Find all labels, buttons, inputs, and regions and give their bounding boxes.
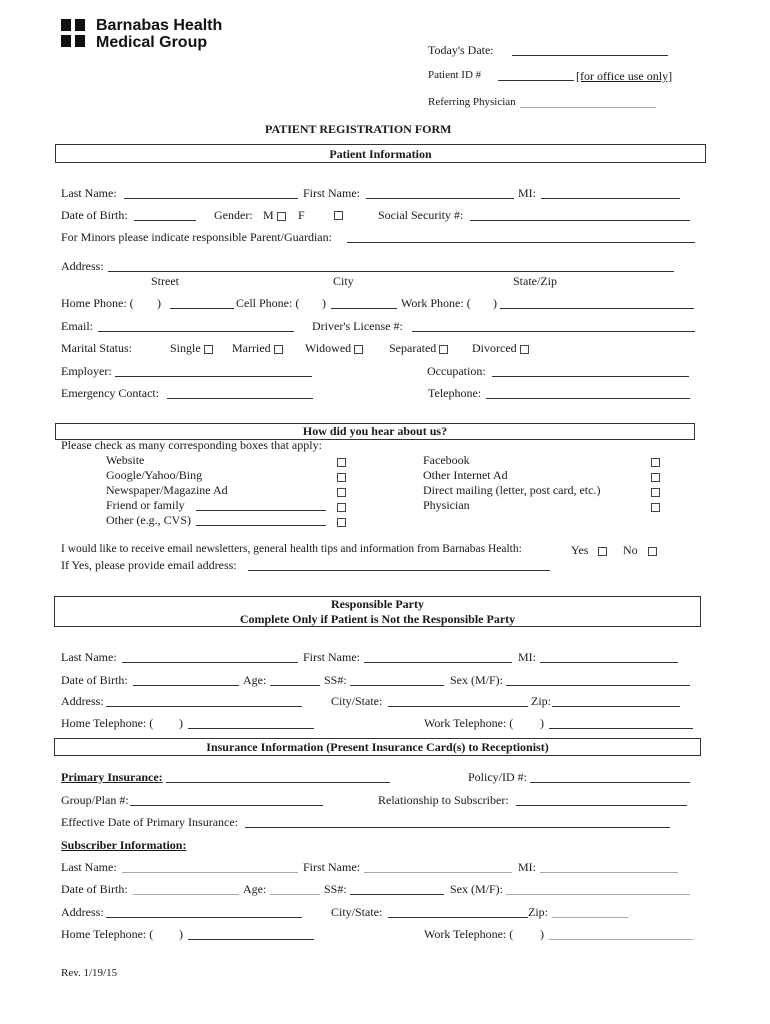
no-label: No xyxy=(623,543,638,557)
sub-ss-label: SS#: xyxy=(324,882,347,896)
dob-label: Date of Birth: xyxy=(61,208,128,222)
state-zip-caption: State/Zip xyxy=(513,274,557,288)
policy-id-label: Policy/ID #: xyxy=(468,770,527,784)
sub-zip-field[interactable] xyxy=(552,917,628,918)
telephone-label: Telephone: xyxy=(428,386,482,400)
internet-ad-checkbox[interactable] xyxy=(651,473,660,482)
option-other: Other (e.g., CVS) xyxy=(106,513,191,527)
rp-zip-field[interactable] xyxy=(552,706,680,707)
rp-ss-label: SS#: xyxy=(324,673,347,687)
occupation-label: Occupation: xyxy=(427,364,486,378)
rp-dob-field[interactable] xyxy=(133,685,239,686)
sub-last-name-label: Last Name: xyxy=(61,860,117,874)
marital-married-option[interactable] xyxy=(232,341,283,356)
home-phone-paren: ) xyxy=(157,296,161,310)
sub-address-field[interactable] xyxy=(106,917,302,918)
rp-ss-field[interactable] xyxy=(350,685,444,686)
gender-f-option[interactable] xyxy=(298,208,305,223)
divorced-label: Divorced xyxy=(472,341,517,355)
rp-zip-label: Zip: xyxy=(531,694,551,708)
relationship-label: Relationship to Subscriber: xyxy=(378,793,509,807)
sub-ss-field[interactable] xyxy=(350,894,444,895)
work-phone-paren: ) xyxy=(493,296,497,310)
sub-mi-label: MI: xyxy=(518,860,536,874)
married-label: Married xyxy=(232,341,271,355)
sub-home-tel-paren: ) xyxy=(179,927,183,941)
rp-address-label: Address: xyxy=(61,694,104,708)
other-field[interactable] xyxy=(196,525,326,526)
website-checkbox[interactable] xyxy=(337,458,346,467)
rp-last-name-field[interactable] xyxy=(122,662,298,663)
emergency-contact-label: Emergency Contact: xyxy=(61,386,160,400)
option-newspaper: Newspaper/Magazine Ad xyxy=(106,483,228,497)
sub-dob-field[interactable] xyxy=(133,894,239,895)
office-use-label: [for office use only] xyxy=(576,69,673,83)
single-checkbox[interactable] xyxy=(204,345,213,354)
sub-city-state-label: City/State: xyxy=(331,905,383,919)
widowed-checkbox[interactable] xyxy=(354,345,363,354)
marital-status-label: Marital Status: xyxy=(61,341,132,355)
rp-mi-field[interactable] xyxy=(540,662,678,663)
address-label: Address: xyxy=(61,259,104,273)
effective-date-field[interactable] xyxy=(245,827,670,828)
newsletter-email-label: If Yes, please provide email address: xyxy=(61,558,237,572)
newsletter-yes-option[interactable] xyxy=(571,543,607,558)
first-name-field[interactable] xyxy=(366,198,514,199)
ssn-field[interactable] xyxy=(470,220,690,221)
telephone-field[interactable] xyxy=(486,398,690,399)
emergency-contact-field[interactable] xyxy=(167,398,313,399)
gender-m-option[interactable] xyxy=(263,208,286,223)
street-caption: Street xyxy=(151,274,179,288)
friend-checkbox[interactable] xyxy=(337,503,346,512)
referring-physician-field[interactable] xyxy=(520,107,656,108)
referring-physician-label: Referring Physician xyxy=(428,96,516,108)
gender-f-checkbox[interactable] xyxy=(334,211,343,220)
facebook-checkbox[interactable] xyxy=(651,458,660,467)
patient-info-heading: Patient Information xyxy=(329,147,432,161)
sub-work-tel-field[interactable] xyxy=(549,939,693,940)
divorced-checkbox[interactable] xyxy=(520,345,529,354)
rp-home-tel-label: Home Telephone: ( xyxy=(61,716,154,730)
search-engine-checkbox[interactable] xyxy=(337,473,346,482)
sub-last-name-field[interactable] xyxy=(122,872,298,873)
todays-date-field[interactable] xyxy=(512,55,668,56)
patient-id-label: Patient ID # xyxy=(428,69,482,81)
option-website: Website xyxy=(106,453,145,467)
sub-dob-label: Date of Birth: xyxy=(61,882,128,896)
marital-widowed-option[interactable] xyxy=(305,341,363,356)
responsible-party-heading: Responsible Party xyxy=(331,597,424,611)
sub-address-label: Address: xyxy=(61,905,104,919)
separated-checkbox[interactable] xyxy=(439,345,448,354)
cell-phone-field[interactable] xyxy=(331,308,397,309)
option-search-engine: Google/Yahoo/Bing xyxy=(106,468,203,482)
sub-mi-field[interactable] xyxy=(540,872,678,873)
rp-city-state-label: City/State: xyxy=(331,694,383,708)
ssn-label: Social Security #: xyxy=(378,208,464,222)
sub-sex-label: Sex (M/F): xyxy=(450,882,504,896)
home-phone-label: Home Phone: ( xyxy=(61,296,134,310)
rp-work-tel-label: Work Telephone: ( xyxy=(424,716,514,730)
gender-label: Gender: xyxy=(214,208,253,222)
sub-age-field[interactable] xyxy=(270,894,320,895)
rp-sex-field[interactable] xyxy=(506,685,690,686)
yes-checkbox[interactable] xyxy=(598,547,607,556)
todays-date-label: Today's Date: xyxy=(428,43,494,57)
rp-address-field[interactable] xyxy=(106,706,302,707)
gender-f-label: F xyxy=(298,208,305,222)
rp-home-tel-paren: ) xyxy=(179,716,183,730)
drivers-license-field[interactable] xyxy=(412,331,695,332)
rp-work-tel-paren: ) xyxy=(540,716,544,730)
mi-field[interactable] xyxy=(541,198,680,199)
primary-insurance-label: Primary Insurance: xyxy=(61,770,163,784)
marital-divorced-option[interactable] xyxy=(472,341,529,356)
mi-label: MI: xyxy=(518,186,536,200)
occupation-field[interactable] xyxy=(492,376,689,377)
rp-age-field[interactable] xyxy=(270,685,320,686)
first-name-label: First Name: xyxy=(303,186,360,200)
gender-m-label: M xyxy=(263,208,274,222)
rp-last-name-label: Last Name: xyxy=(61,650,117,664)
rp-mi-label: MI: xyxy=(518,650,536,664)
last-name-field[interactable] xyxy=(124,198,298,199)
minors-guardian-field[interactable] xyxy=(347,242,695,243)
cell-phone-label: Cell Phone: ( xyxy=(236,296,300,310)
sub-zip-label: Zip: xyxy=(528,905,548,919)
cell-phone-paren: ) xyxy=(322,296,326,310)
employer-label: Employer: xyxy=(61,364,112,378)
work-phone-field[interactable] xyxy=(500,308,694,309)
email-field[interactable] xyxy=(98,331,294,332)
primary-insurance-field[interactable] xyxy=(166,782,390,783)
employer-field[interactable] xyxy=(115,376,312,377)
rp-first-name-label: First Name: xyxy=(303,650,360,664)
separated-label: Separated xyxy=(389,341,437,355)
hear-about-heading: How did you hear about us? xyxy=(302,424,448,438)
no-checkbox[interactable] xyxy=(648,547,657,556)
policy-id-field[interactable] xyxy=(530,782,690,783)
city-caption: City xyxy=(333,274,354,288)
single-label: Single xyxy=(170,341,201,355)
friend-family-field[interactable] xyxy=(196,510,326,511)
married-checkbox[interactable] xyxy=(274,345,283,354)
logo-mark-icon xyxy=(61,17,91,49)
rp-age-label: Age: xyxy=(243,673,267,687)
physician-checkbox[interactable] xyxy=(651,503,660,512)
work-phone-label: Work Phone: ( xyxy=(401,296,471,310)
sub-age-label: Age: xyxy=(243,882,267,896)
hear-about-instruction: Please check as many corresponding boxes that apply: xyxy=(61,438,322,452)
widowed-label: Widowed xyxy=(305,341,352,355)
newsletter-no-option[interactable] xyxy=(623,543,657,558)
sub-first-name-field[interactable] xyxy=(364,872,512,873)
address-field[interactable] xyxy=(108,271,674,272)
sub-work-tel-label: Work Telephone: ( xyxy=(424,927,514,941)
drivers-license-label: Driver's License #: xyxy=(312,319,403,333)
direct-mailing-checkbox[interactable] xyxy=(651,488,660,497)
org-name-line1: Barnabas Health xyxy=(96,17,223,34)
group-plan-label: Group/Plan #: xyxy=(61,793,129,807)
revision-label: Rev. 1/19/15 xyxy=(61,967,118,979)
newsletter-email-field[interactable] xyxy=(248,570,550,571)
option-friend: Friend or family xyxy=(106,498,185,512)
subscriber-info-label: Subscriber Information: xyxy=(61,838,187,852)
group-plan-field[interactable] xyxy=(130,805,323,806)
rp-city-state-field[interactable] xyxy=(388,706,528,707)
sub-first-name-label: First Name: xyxy=(303,860,360,874)
dob-field[interactable] xyxy=(134,220,196,221)
option-physician: Physician xyxy=(423,498,470,512)
org-name-line2: Medical Group xyxy=(96,34,208,51)
rp-home-tel-field[interactable] xyxy=(188,728,314,729)
email-label: Email: xyxy=(61,319,93,333)
patient-id-field[interactable] xyxy=(498,80,574,81)
marital-separated-option[interactable] xyxy=(389,341,448,356)
option-internet-ad: Other Internet Ad xyxy=(423,468,508,482)
form-title: PATIENT REGISTRATION FORM xyxy=(265,122,452,136)
responsible-party-subheading: Complete Only if Patient is Not the Responsible Party xyxy=(239,612,516,626)
rp-dob-label: Date of Birth: xyxy=(61,673,128,687)
effective-date-label: Effective Date of Primary Insurance: xyxy=(61,815,239,829)
rp-first-name-field[interactable] xyxy=(364,662,512,663)
option-facebook: Facebook xyxy=(423,453,470,467)
yes-label: Yes xyxy=(571,543,589,557)
sub-home-tel-field[interactable] xyxy=(188,939,314,940)
relationship-field[interactable] xyxy=(516,805,687,806)
newsletter-question: I would like to receive email newsletters, general health tips and information from Barnabas Health: xyxy=(61,543,522,555)
option-direct-mailing: Direct mailing (letter, post card, etc.) xyxy=(423,483,601,497)
other-checkbox[interactable] xyxy=(337,518,346,527)
marital-single-option[interactable] xyxy=(170,341,213,356)
newspaper-checkbox[interactable] xyxy=(337,488,346,497)
home-phone-field[interactable] xyxy=(170,308,234,309)
minors-guardian-label: For Minors please indicate responsible Parent/Guardian: xyxy=(61,230,332,244)
sub-work-tel-paren: ) xyxy=(540,927,544,941)
sub-sex-field[interactable] xyxy=(506,894,690,895)
rp-work-tel-field[interactable] xyxy=(549,728,693,729)
sub-home-tel-label: Home Telephone: ( xyxy=(61,927,154,941)
sub-city-state-field[interactable] xyxy=(388,917,528,918)
last-name-label: Last Name: xyxy=(61,186,117,200)
gender-m-checkbox[interactable] xyxy=(277,212,286,221)
rp-sex-label: Sex (M/F): xyxy=(450,673,504,687)
insurance-heading: Insurance Information (Present Insurance Card(s) to Receptionist) xyxy=(206,740,549,754)
